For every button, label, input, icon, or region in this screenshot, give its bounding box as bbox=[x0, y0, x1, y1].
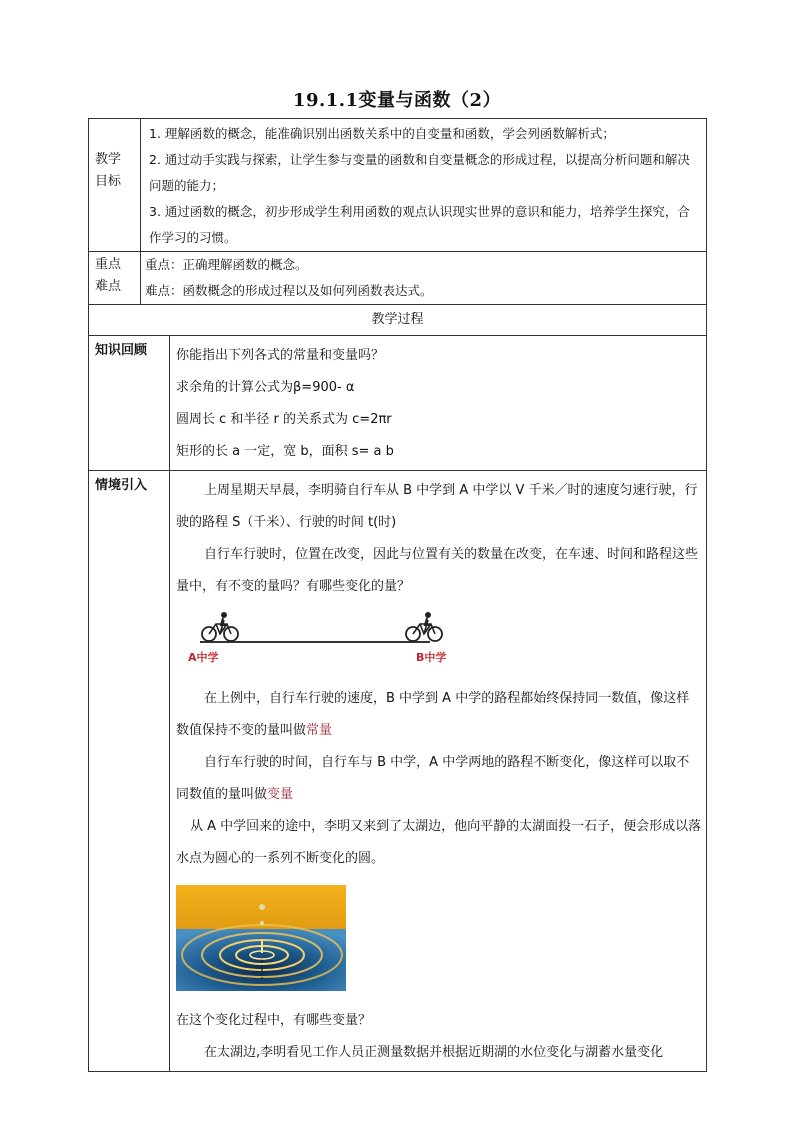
objective-item: 3. 通过函数的概念，初步形成学生利用函数的观点认识现实世界的意识和能力，培养学生探究，合作学习的习惯。 bbox=[149, 204, 690, 245]
intro-paragraph-6: 在这个变化过程中，有哪些变量？ bbox=[176, 1013, 372, 1028]
keypoints-label-line2: 难点 bbox=[95, 279, 122, 294]
objectives-label-line2: 目标 bbox=[95, 174, 122, 189]
review-row bbox=[89, 336, 707, 471]
process-header-row bbox=[89, 305, 707, 336]
intro-paragraph-7: 在太湖边,李明看见工作人员正测量数据并根据近期湖的水位变化与湖蓄水量变化 bbox=[204, 1045, 664, 1060]
keypoints-content bbox=[141, 252, 707, 305]
review-line: 求余角的计算公式为β=900- α bbox=[176, 380, 355, 395]
process-header: 教学过程 bbox=[89, 305, 707, 336]
objective-item: 2. 通过动手实践与探索，让学生参与变量的函数和自变量概念的形成过程，以提高分析问题和解决问题的能力； bbox=[149, 152, 690, 193]
water-ripple-image bbox=[176, 885, 346, 991]
focus-text: 重点：正确理解函数的概念。 bbox=[145, 257, 308, 272]
review-line: 矩形的长 a 一定，宽 b，面积 s= a b bbox=[176, 444, 394, 459]
b-school-label: B中学 bbox=[416, 651, 447, 664]
intro-paragraph-1: 上周星期天早晨，李明骑自行车从 B 中学到 A 中学以 V 千米／时的速度匀速行驶，行驶的路程 S（千米）、行驶的时间 t(时) bbox=[176, 483, 698, 530]
objectives-label-line1: 教学 bbox=[95, 152, 122, 167]
bicycle-icon bbox=[404, 611, 444, 643]
a-school-label: A中学 bbox=[188, 651, 219, 664]
keypoints-row bbox=[89, 252, 707, 305]
objectives-content bbox=[141, 119, 707, 252]
objectives-row bbox=[89, 119, 707, 252]
lesson-plan-table bbox=[88, 118, 707, 1072]
bicycle-route-diagram bbox=[176, 611, 702, 671]
intro-paragraph-3 bbox=[176, 683, 702, 747]
bicycle-icon bbox=[200, 611, 240, 643]
constant-term: 常量 bbox=[306, 723, 333, 738]
intro-paragraph-2: 自行车行驶时，位置在改变，因此与位置有关的数量在改变，在车速、时间和路程这些量中，有不变的量吗？有哪些变化的量？ bbox=[176, 547, 699, 594]
variable-term: 变量 bbox=[267, 787, 294, 802]
objective-item: 1. 理解函数的概念，能准确识别出函数关系中的自变量和函数，学会列函数解析式； bbox=[149, 126, 615, 141]
intro-content bbox=[170, 471, 707, 1072]
page-title: 19.1.1变量与函数（2） bbox=[292, 90, 502, 111]
difficulty-text: 难点：函数概念的形成过程以及如何列函数表达式。 bbox=[145, 283, 433, 298]
constant-definition-text: 在上例中，自行车行驶的速度，B 中学到 A 中学的路程都始终保持同一数值，像这样数值保持不变的量叫做 bbox=[176, 691, 690, 738]
review-line: 圆周长 c 和半径 r 的关系式为 c=2πr bbox=[176, 412, 392, 427]
review-line: 你能指出下列各式的常量和变量吗？ bbox=[176, 348, 385, 363]
intro-row bbox=[89, 471, 707, 1072]
variable-definition-text: 自行车行驶的时间，自行车与 B 中学，A 中学两地的路程不断变化，像这样可以取不同数值的量叫做 bbox=[176, 755, 690, 802]
intro-paragraph-5: 从 A 中学回来的途中，李明又来到了太湖边，他向平静的太湖面投一石子，便会形成以落水点为圆心的一系列不断变化的圆。 bbox=[176, 819, 702, 866]
review-label: 知识回顾 bbox=[89, 336, 170, 471]
keypoints-label-line1: 重点 bbox=[95, 257, 122, 272]
keypoints-label bbox=[89, 252, 141, 305]
intro-paragraph-4 bbox=[176, 747, 702, 811]
objectives-label bbox=[89, 119, 141, 252]
intro-label: 情境引入 bbox=[89, 471, 170, 1072]
review-content bbox=[170, 336, 707, 471]
